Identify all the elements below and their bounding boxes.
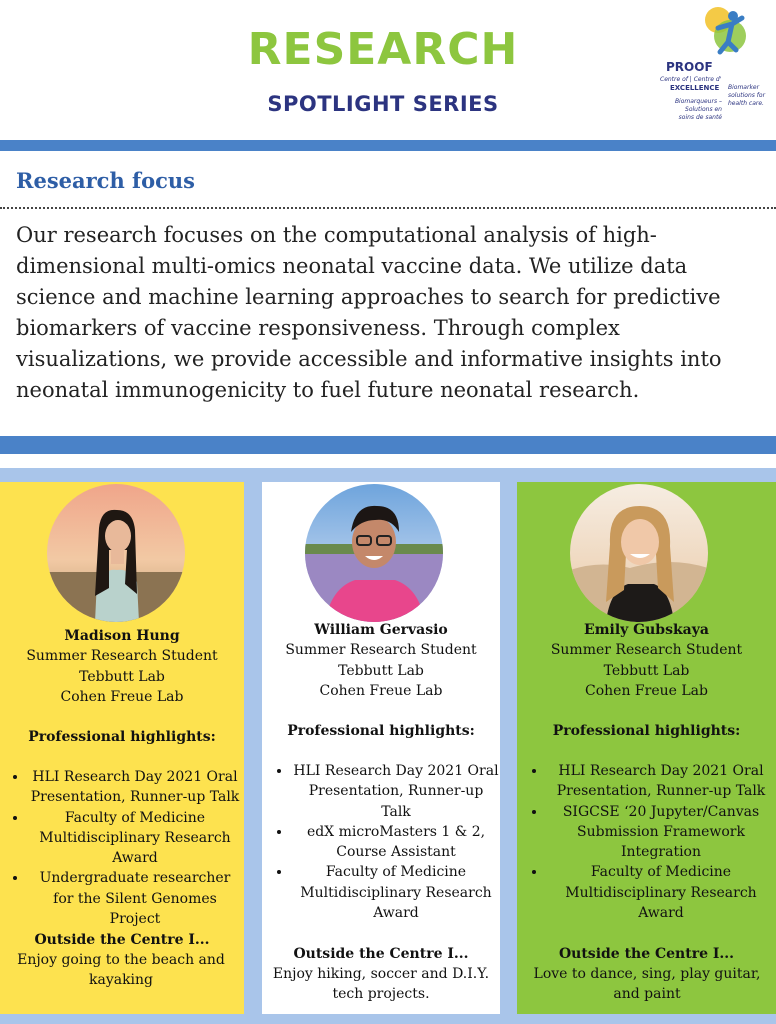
outside-text: Enjoy going to the beach and kayaking: [17, 952, 225, 989]
profile-card-emily: [517, 482, 776, 1014]
proof-logo-icon: [698, 2, 754, 58]
header: [0, 0, 776, 140]
proof-logo: [650, 2, 770, 132]
logo-line2: EXCELLENCE: [670, 84, 720, 92]
person-role: Summer Research Student: [550, 642, 743, 659]
outside-heading: Outside the Centre I...: [34, 932, 210, 948]
outside-heading: Outside the Centre I...: [558, 946, 735, 962]
research-focus-heading: Research focus: [16, 168, 195, 193]
profile-card-william: [262, 482, 500, 1014]
middle-divider-bar: [0, 436, 776, 454]
highlights-list: [2, 767, 242, 929]
highlights-heading: Professional highlights:: [552, 723, 741, 739]
person-role: Summer Research Student: [285, 642, 477, 659]
avatar: [570, 484, 708, 622]
person-lab-1: Tebbutt Lab: [79, 668, 165, 685]
person-lab-1: Tebbutt Lab: [338, 662, 424, 679]
list-item: • HLI Research Day 2021 Oral Presentation, Runner-up Talk: [547, 761, 775, 802]
list-item: • SIGCSE ‘20 Jupyter/Canvas Submission Framework Integration: [547, 802, 775, 863]
top-divider-bar: [0, 140, 776, 151]
profile-card-madison: [0, 482, 244, 1014]
dotted-divider: [0, 207, 776, 209]
logo-french: Biomarqueurs – Solutions en soins de santé: [674, 98, 722, 121]
logo-english: Biomarker solutions for health care.: [728, 84, 766, 107]
outside-text: Enjoy hiking, soccer and D.I.Y. tech projects.: [272, 966, 490, 1003]
person-lab-2: Cohen Freue Lab: [585, 682, 708, 699]
list-item: • HLI Research Day 2021 Oral Presentation, Runner-up Talk: [28, 767, 242, 808]
logo-line1: Centre of | Centre d': [660, 76, 722, 83]
person-lab-2: Cohen Freue Lab: [319, 682, 443, 699]
outside-text: Love to dance, sing, play guitar, and paint: [533, 966, 761, 1003]
list-item: • Faculty of Medicine Multidisciplinary Research Award: [28, 808, 242, 869]
research-focus-body: Our research focuses on the computational analysis of high-dimensional multi-omics neonatal vaccine data. We utilize data science and machine learning approaches to search for predictive biomarkers of vaccine responsiveness. Through complex visualizations, we provide accessible and informative insights into neonatal immunogenicity to fuel future neonatal research.: [16, 223, 722, 402]
person-lab-2: Cohen Freue Lab: [60, 688, 184, 705]
person-name: Emily Gubskaya: [584, 622, 709, 638]
page-subtitle: SPOTLIGHT SERIES: [267, 92, 499, 116]
list-item: • Faculty of Medicine Multidisciplinary Research Award: [292, 862, 500, 923]
list-item: • HLI Research Day 2021 Oral Presentation, Runner-up Talk: [292, 761, 500, 822]
list-item: • Faculty of Medicine Multidisciplinary Research Award: [547, 862, 775, 923]
highlights-list: [521, 761, 775, 923]
page-title: RESEARCH: [247, 24, 519, 75]
logo-name: PROOF: [666, 60, 713, 74]
list-item: • Undergraduate researcher for the Silent Genomes Project: [28, 868, 242, 929]
highlights-list: [266, 761, 500, 923]
avatar: [47, 484, 185, 622]
highlights-heading: Professional highlights:: [287, 723, 475, 739]
list-item: • edX microMasters 1 & 2, Course Assistant: [292, 822, 500, 863]
avatar: [305, 484, 443, 622]
highlights-heading: Professional highlights:: [28, 729, 216, 745]
person-name: Madison Hung: [64, 628, 180, 644]
person-role: Summer Research Student: [26, 648, 218, 665]
person-lab-1: Tebbutt Lab: [603, 662, 690, 679]
person-name: William Gervasio: [314, 622, 448, 638]
outside-heading: Outside the Centre I...: [293, 946, 469, 962]
